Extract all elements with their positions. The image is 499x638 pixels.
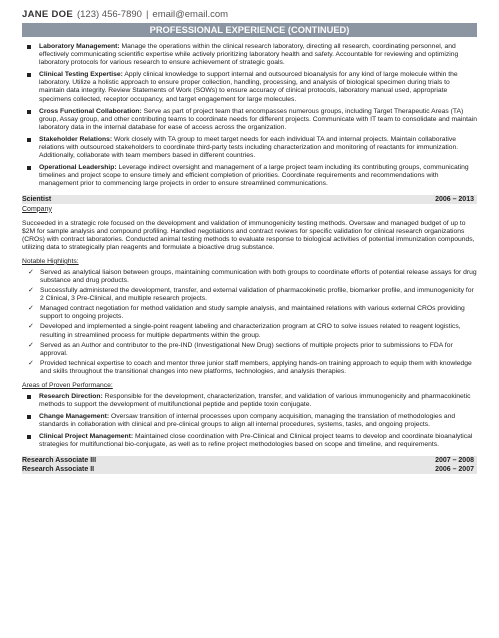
bullet-text: Work closely with TA group to meet target needs for each individual TA and internal projects. Maintain collaborative relations with outsourced stakeholders to coordinate third-party tests including characterization and monitoring of reactants for immunization. Additionally, collaborate with team members based in different countries. <box>39 135 459 160</box>
bullet-title: Cross Functional Collaboration: <box>39 107 142 115</box>
list-item <box>22 360 477 376</box>
highlight-text: Successfully administered the development, transfer, and external validation of pharmacokinetic profile, biomarker profile, and immunogenicity for 2 Clinical, 3 Pre-Clinical, and multiple research projects. <box>40 287 474 303</box>
list-item <box>22 164 477 188</box>
bullet-title: Clinical Project Management: <box>39 433 134 441</box>
resume-header <box>22 0 477 20</box>
checkmark-icon: ✓ <box>28 305 34 313</box>
highlight-text: Developed and implemented a single-point reagent labeling and characterization program at CRO to solve issues related to reagent logistics, resulting in streamlined process for multiple departments within the group. <box>40 323 461 339</box>
list-item <box>22 305 477 321</box>
bullet-text: Serve as part of project team that encompasses numerous groups, including Target Therapeutic Areas (TA) group, Assay group, and other contributing teams to coordinate needs for different projects. Communicate with IT team to consolidate and maintain laboratory data in the internal database for ease of access across the organization. <box>39 107 477 131</box>
square-bullet-icon <box>27 45 31 49</box>
list-item <box>22 342 477 358</box>
bullet-text: Apply clinical knowledge to support internal and outsourced bioanalysis for any kind of large molecule within the laboratory. Utilize a holistic approach to ensure proper collection, handling, processing, and analysis of biological specimen during trials to maintain data integrity. Review Statements of Work (SOWs) to ensure accuracy of clinical protocols, laboratory manual used, appropriate specimens collected, receptor occupancy, and target engagement for large molecules. <box>39 71 458 103</box>
checkmark-icon: ✓ <box>28 359 34 367</box>
list-item <box>22 136 477 160</box>
company-name: Company <box>22 205 52 213</box>
job-title: Scientist <box>22 195 52 203</box>
job-dates: 2006 – 2013 <box>435 195 474 203</box>
candidate-name: JANE DOE <box>22 9 73 20</box>
proven-performance-list <box>22 393 477 450</box>
highlights-list <box>22 269 477 376</box>
highlight-text: Managed contract negotiation for method validation and study sample analysis, and maintained relations with various external CROs providing support to ongoing projects. <box>40 305 465 321</box>
email-address: email@email.com <box>152 9 229 20</box>
list-item <box>22 393 477 409</box>
square-bullet-icon <box>27 166 31 170</box>
job-title-bar <box>22 456 477 465</box>
bullet-text: Maintained close coordination with Pre-Clinical and Clinical project teams to develop and coordinate bioanalytical strategies for multifunctional bio-conjugate, as well as to refine project methodologies based on scope and timeline, and requirements. <box>39 433 473 449</box>
phone-number: (123) 456-7890 <box>76 9 142 20</box>
bullet-text: Manage the operations within the clinical research laboratory, directing all research, coordinating personnel, and effectively communicating scientific expertise while actively prioritizing laboratory health and safety. Accountable for reviewing and optimizing laboratory protocols for various research to ensure achievement of strategic goals. <box>39 43 459 67</box>
job-dates: 2006 – 2007 <box>435 465 474 473</box>
square-bullet-icon <box>27 110 31 114</box>
list-item <box>22 269 477 285</box>
checkmark-icon: ✓ <box>28 341 34 349</box>
list-item <box>22 287 477 303</box>
bullet-text: Responsible for the development, characterization, transfer, and validation of various immunogenicity and pharmacokinetic methods to support the development of multifunctional peptide and peptide toxin conjugate. <box>39 393 471 409</box>
list-item <box>22 433 477 449</box>
list-item <box>22 108 477 132</box>
square-bullet-icon <box>27 73 31 77</box>
job-title-bar <box>22 465 477 474</box>
job-title-bar <box>22 195 477 204</box>
bullet-title: Change Management: <box>39 413 110 421</box>
list-item <box>22 323 477 339</box>
bullet-title: Stakeholder Relations: <box>39 135 113 143</box>
bullet-title: Clinical Testing Expertise: <box>39 71 123 79</box>
job-title: Research Associate III <box>22 456 97 464</box>
list-item <box>22 71 477 103</box>
square-bullet-icon <box>27 138 31 142</box>
square-bullet-icon <box>27 415 31 419</box>
checkmark-icon: ✓ <box>28 323 34 331</box>
notable-highlights-heading: Notable Highlights: <box>22 257 79 265</box>
list-item <box>22 43 477 67</box>
intro-bullet-list <box>22 43 477 189</box>
job-summary: Succeeded in a strategic role focused on the development and validation of immunogenicity testing methods. Oversaw and managed budget of up to $2M for sample analysis and compound profiling. Handled negotiations and contract reviews for specific validation for clinical research organizations (CROs) with contract laboratories. Conducted animal testing methods to evaluate response to biological activities of potential immunization compounds, utilizing data to strategically plan reagents and formulate a bioactive drug substance. <box>22 219 475 251</box>
square-bullet-icon <box>27 395 31 399</box>
section-title-bar: PROFESSIONAL EXPERIENCE (CONTINUED) <box>22 23 477 37</box>
proven-performance-heading: Areas of Proven Performance: <box>22 382 113 389</box>
job-title: Research Associate II <box>22 465 95 473</box>
bullet-text: Leverage indirect oversight and management of a large project team including its contributing groups, communicating timelines and project scope to ensure timely and efficient completion of priorities. Coordinate requirements and recommendations with management prior to commencing large projects in order to ensure streamlined communications. <box>39 164 469 188</box>
bullet-text: Oversaw transition of internal processes upon company acquisition, managing the translation of methodologies and standards in collaboration with clinical and pre-clinical groups to align all internal procedures, systems, tasks, and ongoing projects. <box>39 413 456 429</box>
bullet-title: Laboratory Management: <box>39 43 120 50</box>
highlight-text: Served as analytical liaison between groups, maintaining communication with both groups to coordinate efforts of potential release assays for drug substance and drug products. <box>40 268 477 284</box>
highlight-text: Served as an Author and contributor to the pre-IND (Investigational New Drug) sections of multiple projects prior to submissions to FDA for approval. <box>40 341 453 357</box>
header-separator: | <box>145 9 149 20</box>
bullet-title: Operational Leadership: <box>39 164 117 172</box>
highlight-text: Provided technical expertise to coach and mentor three junior staff members, applying hands-on training approach to equip them with knowledge and skills throughout the transitional changes into new platforms, technologies, and analysis therapies. <box>40 359 472 375</box>
list-item <box>22 413 477 429</box>
bullet-title: Research Direction: <box>39 393 103 400</box>
square-bullet-icon <box>27 435 31 439</box>
checkmark-icon: ✓ <box>28 268 34 276</box>
checkmark-icon: ✓ <box>28 287 34 295</box>
job-dates: 2007 – 2008 <box>435 456 474 464</box>
